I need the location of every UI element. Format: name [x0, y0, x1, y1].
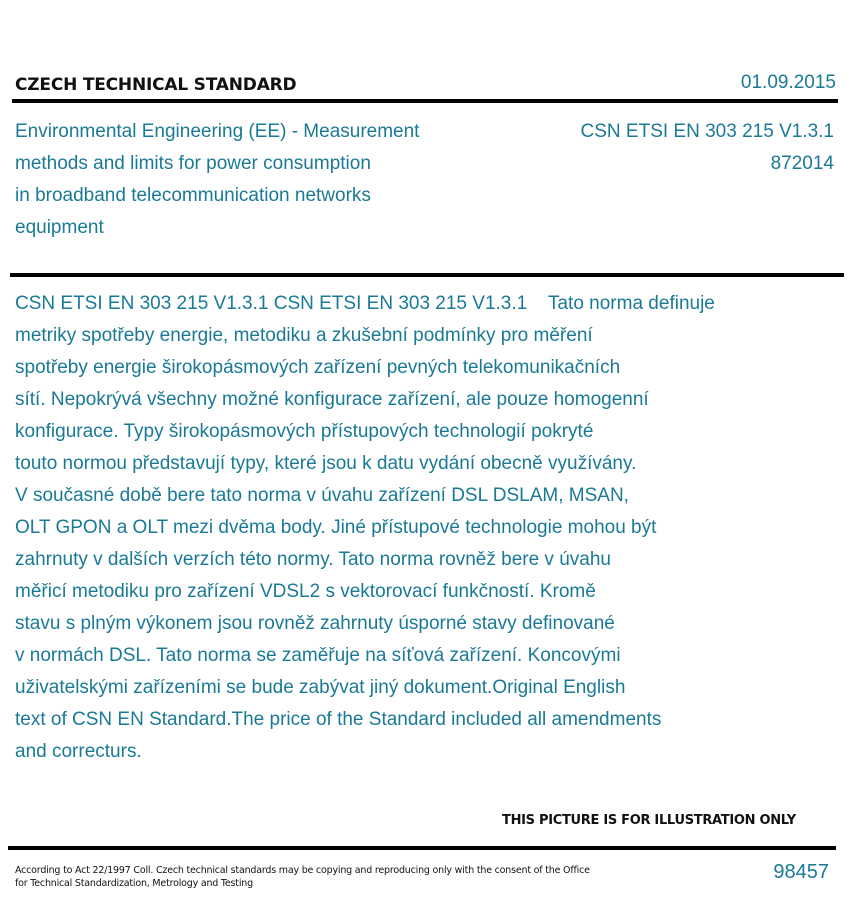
- description-line: uživatelskými zařízeními se bude zabývat jiný dokument.Original English: [15, 677, 626, 698]
- legal-line: for Technical Standardization, Metrology and Testing: [15, 878, 253, 889]
- publication-date: 01.09.2015: [740, 72, 836, 93]
- class-number: 872014: [770, 153, 834, 174]
- description-line: stavu s plným výkonem jsou rovněž zahrnuty úsporné stavy definované: [15, 613, 615, 634]
- subject-line: equipment: [15, 217, 104, 238]
- subject-line: in broadband telecommunication networks: [15, 185, 371, 206]
- description-line: spotřeby energie širokopásmových zařízení pevných telekomunikačních: [15, 357, 621, 378]
- description-line: metriky spotřeby energie, metodiku a zkušební podmínky pro měření: [15, 325, 593, 346]
- standard-type-heading: CZECH TECHNICAL STANDARD: [15, 75, 297, 95]
- subject-line: methods and limits for power consumption: [15, 153, 371, 174]
- description-line: zahrnuty v dalších verzích této normy. Tato norma rovněž bere v úvahu: [15, 549, 611, 570]
- standard-code: CSN ETSI EN 303 215 V1.3.1: [580, 121, 834, 142]
- description-line: CSN ETSI EN 303 215 V1.3.1 CSN ETSI EN 303 215 V1.3.1 Tato norma definuje: [15, 293, 715, 314]
- description-line: měřicí metodiku pro zařízení VDSL2 s vektorovací funkčností. Kromě: [15, 581, 596, 602]
- description-line: touto normou představují typy, které jsou k datu vydání obecně využívány.: [15, 453, 637, 474]
- subject-line: Environmental Engineering (EE) - Measurement: [15, 121, 420, 142]
- description-line: text of CSN EN Standard.The price of the Standard included all amendments: [15, 709, 662, 730]
- description-line: sítí. Nepokrývá všechny možné konfigurace zařízení, ale pouze homogenní: [15, 389, 649, 410]
- standard-subject: [15, 116, 495, 244]
- description-line: v normách DSL. Tato norma se zaměřuje na síťová zařízení. Koncovými: [15, 645, 621, 666]
- standard-description: [15, 288, 815, 768]
- description-line: V současné době bere tato norma v úvahu zařízení DSL DSLAM, MSAN,: [15, 485, 629, 506]
- legal-notice: [15, 864, 615, 890]
- document-id: 98457: [773, 861, 829, 883]
- description-line: OLT GPON a OLT mezi dvěma body. Jiné přístupové technologie mohou být: [15, 517, 657, 538]
- footer-divider: [8, 846, 836, 850]
- standard-identifiers: [581, 116, 834, 180]
- description-line: konfigurace. Typy širokopásmových přístupových technologií pokryté: [15, 421, 594, 442]
- description-line: and correcturs.: [15, 741, 142, 762]
- header-divider: [12, 99, 838, 103]
- illustration-note: THIS PICTURE IS FOR ILLUSTRATION ONLY: [502, 813, 796, 828]
- legal-line: According to Act 22/1997 Coll. Czech technical standards may be copying and reproducing only with the consent of the Office: [15, 865, 590, 876]
- section-divider: [10, 273, 844, 277]
